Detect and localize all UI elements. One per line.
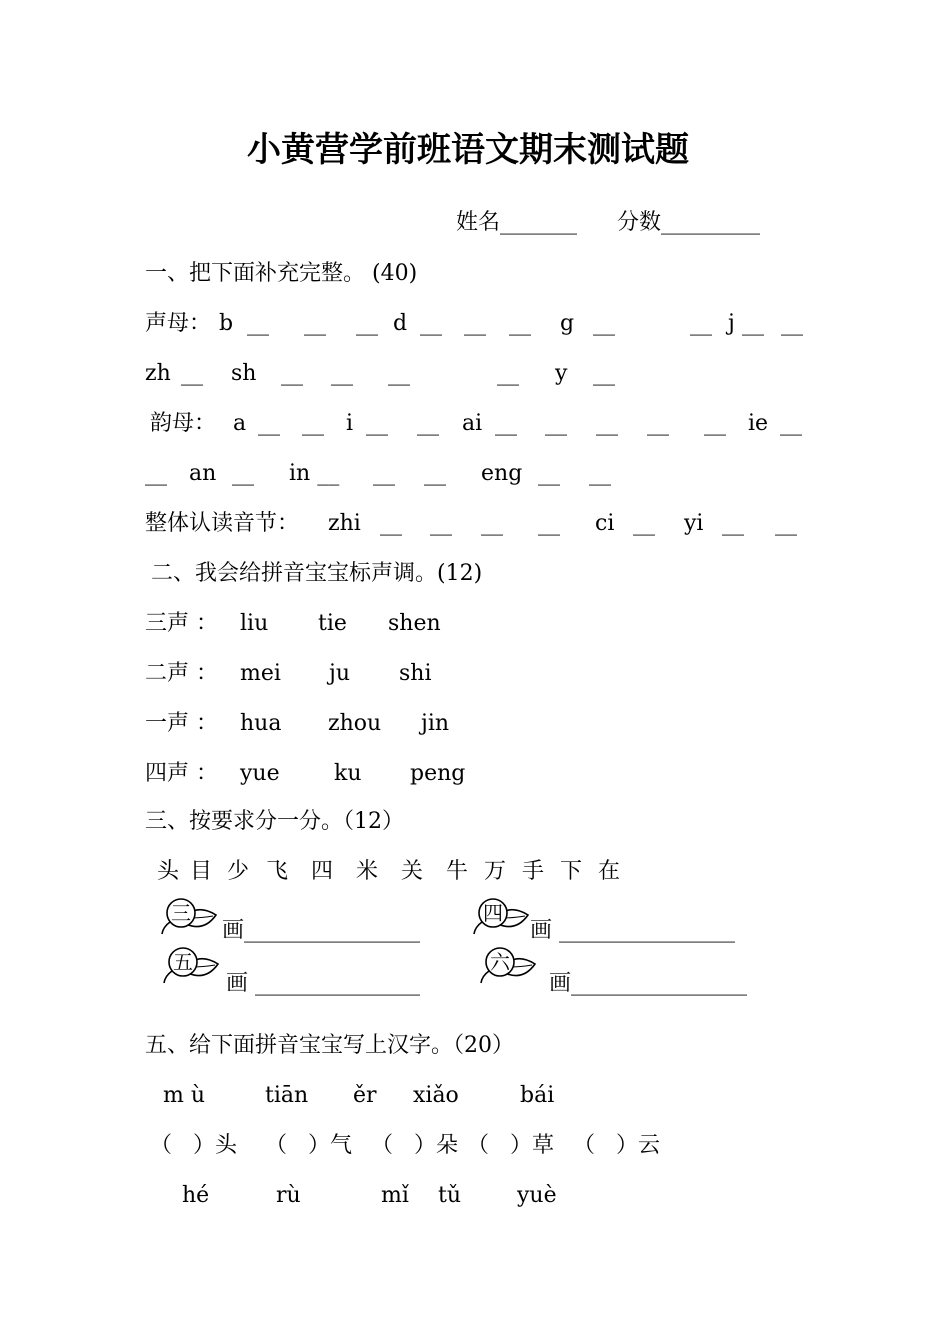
row3-cell: ai <box>462 411 483 436</box>
char-item: 牛 <box>446 859 469 884</box>
row2-cell: __ <box>388 361 410 386</box>
char-item: 万 <box>484 859 507 884</box>
row4-cell: __ <box>232 461 254 486</box>
tone-label: 四声 ： <box>145 761 218 786</box>
char-item: 头 <box>157 859 180 884</box>
pinyin-item: ěr <box>353 1083 377 1108</box>
leaf-icon <box>470 896 534 946</box>
pinyin-item: rù <box>276 1183 301 1208</box>
row3-cell: __ <box>780 411 802 436</box>
char-item: 在 <box>598 859 621 884</box>
pinyin-item: tiān <box>265 1083 309 1108</box>
row1-cell: g <box>560 311 575 336</box>
char-item: 飞 <box>266 859 289 884</box>
row4-cell: __ <box>145 461 167 486</box>
row3-cell: a <box>233 411 247 436</box>
tone-item: yue <box>240 761 280 786</box>
fill-word: （ ）云 <box>573 1133 660 1158</box>
leaf-number: 五 <box>173 950 193 974</box>
row1-cell: __ <box>420 311 442 336</box>
row3-cell: __ <box>417 411 439 436</box>
pinyin-item: yuè <box>517 1183 557 1208</box>
row1-cell: __ <box>742 311 764 336</box>
leaf-icon <box>160 945 224 995</box>
row3-cell: __ <box>596 411 618 436</box>
name-field: 姓名_______ <box>456 210 578 235</box>
row1-cell: __ <box>247 311 269 336</box>
tone-item: shen <box>388 611 441 636</box>
row3-cell: i <box>346 411 354 436</box>
shengmu-label: 声母： <box>145 311 212 336</box>
row3-cell: ie <box>748 411 769 436</box>
score-field: 分数_________ <box>617 210 761 235</box>
pinyin-item: hé <box>182 1183 210 1208</box>
row2-cell: __ <box>181 361 203 386</box>
leaf-number: 六 <box>490 950 510 974</box>
tone-item: zhou <box>328 711 382 736</box>
leaf-number: 四 <box>483 901 503 925</box>
row2-cell: __ <box>331 361 353 386</box>
tone-item: hua <box>240 711 282 736</box>
fill-word: （ ）气 <box>265 1133 352 1158</box>
row3-cell: __ <box>366 411 388 436</box>
pinyin-item: bái <box>520 1083 555 1108</box>
tone-label: 二声 ： <box>145 661 218 686</box>
row2-cell: __ <box>593 361 615 386</box>
row3-cell: __ <box>258 411 280 436</box>
char-item: 手 <box>522 859 545 884</box>
group-answer-line: 画________________ <box>549 971 748 996</box>
row3-cell: __ <box>495 411 517 436</box>
tone-item: shi <box>399 661 432 686</box>
row2-cell: __ <box>281 361 303 386</box>
char-item: 四 <box>311 859 334 884</box>
row5-cell: __ <box>633 511 655 536</box>
row4-cell: __ <box>424 461 446 486</box>
tone-item: peng <box>410 761 466 786</box>
section-2-heading: 二、我会给拼音宝宝标声调。(12) <box>151 561 483 586</box>
row2-cell: y <box>555 361 568 386</box>
section-3-heading: 三、按要求分一分。（12） <box>145 809 404 834</box>
section-5-heading: 五、给下面拼音宝宝写上汉字。（20） <box>145 1033 514 1058</box>
yunmu-label: 韵母： <box>150 411 217 436</box>
tone-item: ku <box>334 761 362 786</box>
char-item: 关 <box>401 859 424 884</box>
tone-label: 三声 ： <box>145 611 218 636</box>
row1-cell: __ <box>509 311 531 336</box>
pinyin-item: m ù <box>163 1083 206 1108</box>
row2-cell: __ <box>497 361 519 386</box>
group-answer-line: 画________________ <box>222 918 421 943</box>
row1-cell: __ <box>356 311 378 336</box>
row5-cell: __ <box>775 511 797 536</box>
char-item: 目 <box>190 859 213 884</box>
zhengti-label: 整体认读音节： <box>145 511 300 536</box>
row1-cell: j <box>728 311 735 336</box>
row1-cell: __ <box>690 311 712 336</box>
tone-item: tie <box>318 611 347 636</box>
row1-cell: __ <box>304 311 326 336</box>
row3-cell: __ <box>647 411 669 436</box>
row5-cell: __ <box>380 511 402 536</box>
row3-cell: __ <box>704 411 726 436</box>
tone-label: 一声 ： <box>145 711 218 736</box>
group-answer-line: 画 ________________ <box>530 918 735 943</box>
row1-cell: __ <box>593 311 615 336</box>
row4-cell: in __ <box>289 461 340 486</box>
row5-cell: __ <box>722 511 744 536</box>
row1-cell: b <box>219 311 234 336</box>
row5-cell: __ <box>481 511 503 536</box>
fill-word: （ ）头 <box>150 1133 237 1158</box>
row4-cell: __ <box>538 461 560 486</box>
row1-cell: __ <box>781 311 803 336</box>
char-item: 少 <box>227 859 250 884</box>
tone-item: jin <box>421 711 450 736</box>
fill-word: （ ）草 <box>467 1133 554 1158</box>
tone-item: ju <box>329 661 350 686</box>
row5-cell: yi <box>684 511 704 536</box>
pinyin-item: xiǎo <box>413 1083 459 1108</box>
page-title: 小黄营学前班语文期末测试题 <box>247 130 689 170</box>
row2-cell: sh <box>231 361 257 386</box>
row1-cell: __ <box>464 311 486 336</box>
row4-cell: __ <box>589 461 611 486</box>
group-answer-line: 画 _______________ <box>226 971 420 996</box>
row1-cell: d <box>393 311 408 336</box>
char-item: 米 <box>356 859 379 884</box>
row4-cell: an <box>189 461 217 486</box>
leaf-icon <box>158 896 222 946</box>
leaf-number: 三 <box>171 901 191 925</box>
section-1-heading: 一、把下面补充完整。 (40) <box>145 261 418 286</box>
char-item: 下 <box>560 859 583 884</box>
row2-cell: zh <box>145 361 171 386</box>
row5-cell: ci <box>595 511 615 536</box>
pinyin-item: tǔ <box>438 1183 462 1208</box>
fill-word: （ ）朵 <box>371 1133 458 1158</box>
leaf-icon <box>477 945 541 995</box>
row3-cell: __ <box>545 411 567 436</box>
row5-cell: __ <box>538 511 560 536</box>
tone-item: mei <box>240 661 281 686</box>
row5-cell: zhi <box>328 511 361 536</box>
row5-cell: __ <box>430 511 452 536</box>
pinyin-item: mǐ <box>381 1183 409 1208</box>
row3-cell: __ <box>302 411 324 436</box>
row4-cell: eng <box>481 461 523 486</box>
tone-item: liu <box>240 611 269 636</box>
row4-cell: __ <box>373 461 395 486</box>
